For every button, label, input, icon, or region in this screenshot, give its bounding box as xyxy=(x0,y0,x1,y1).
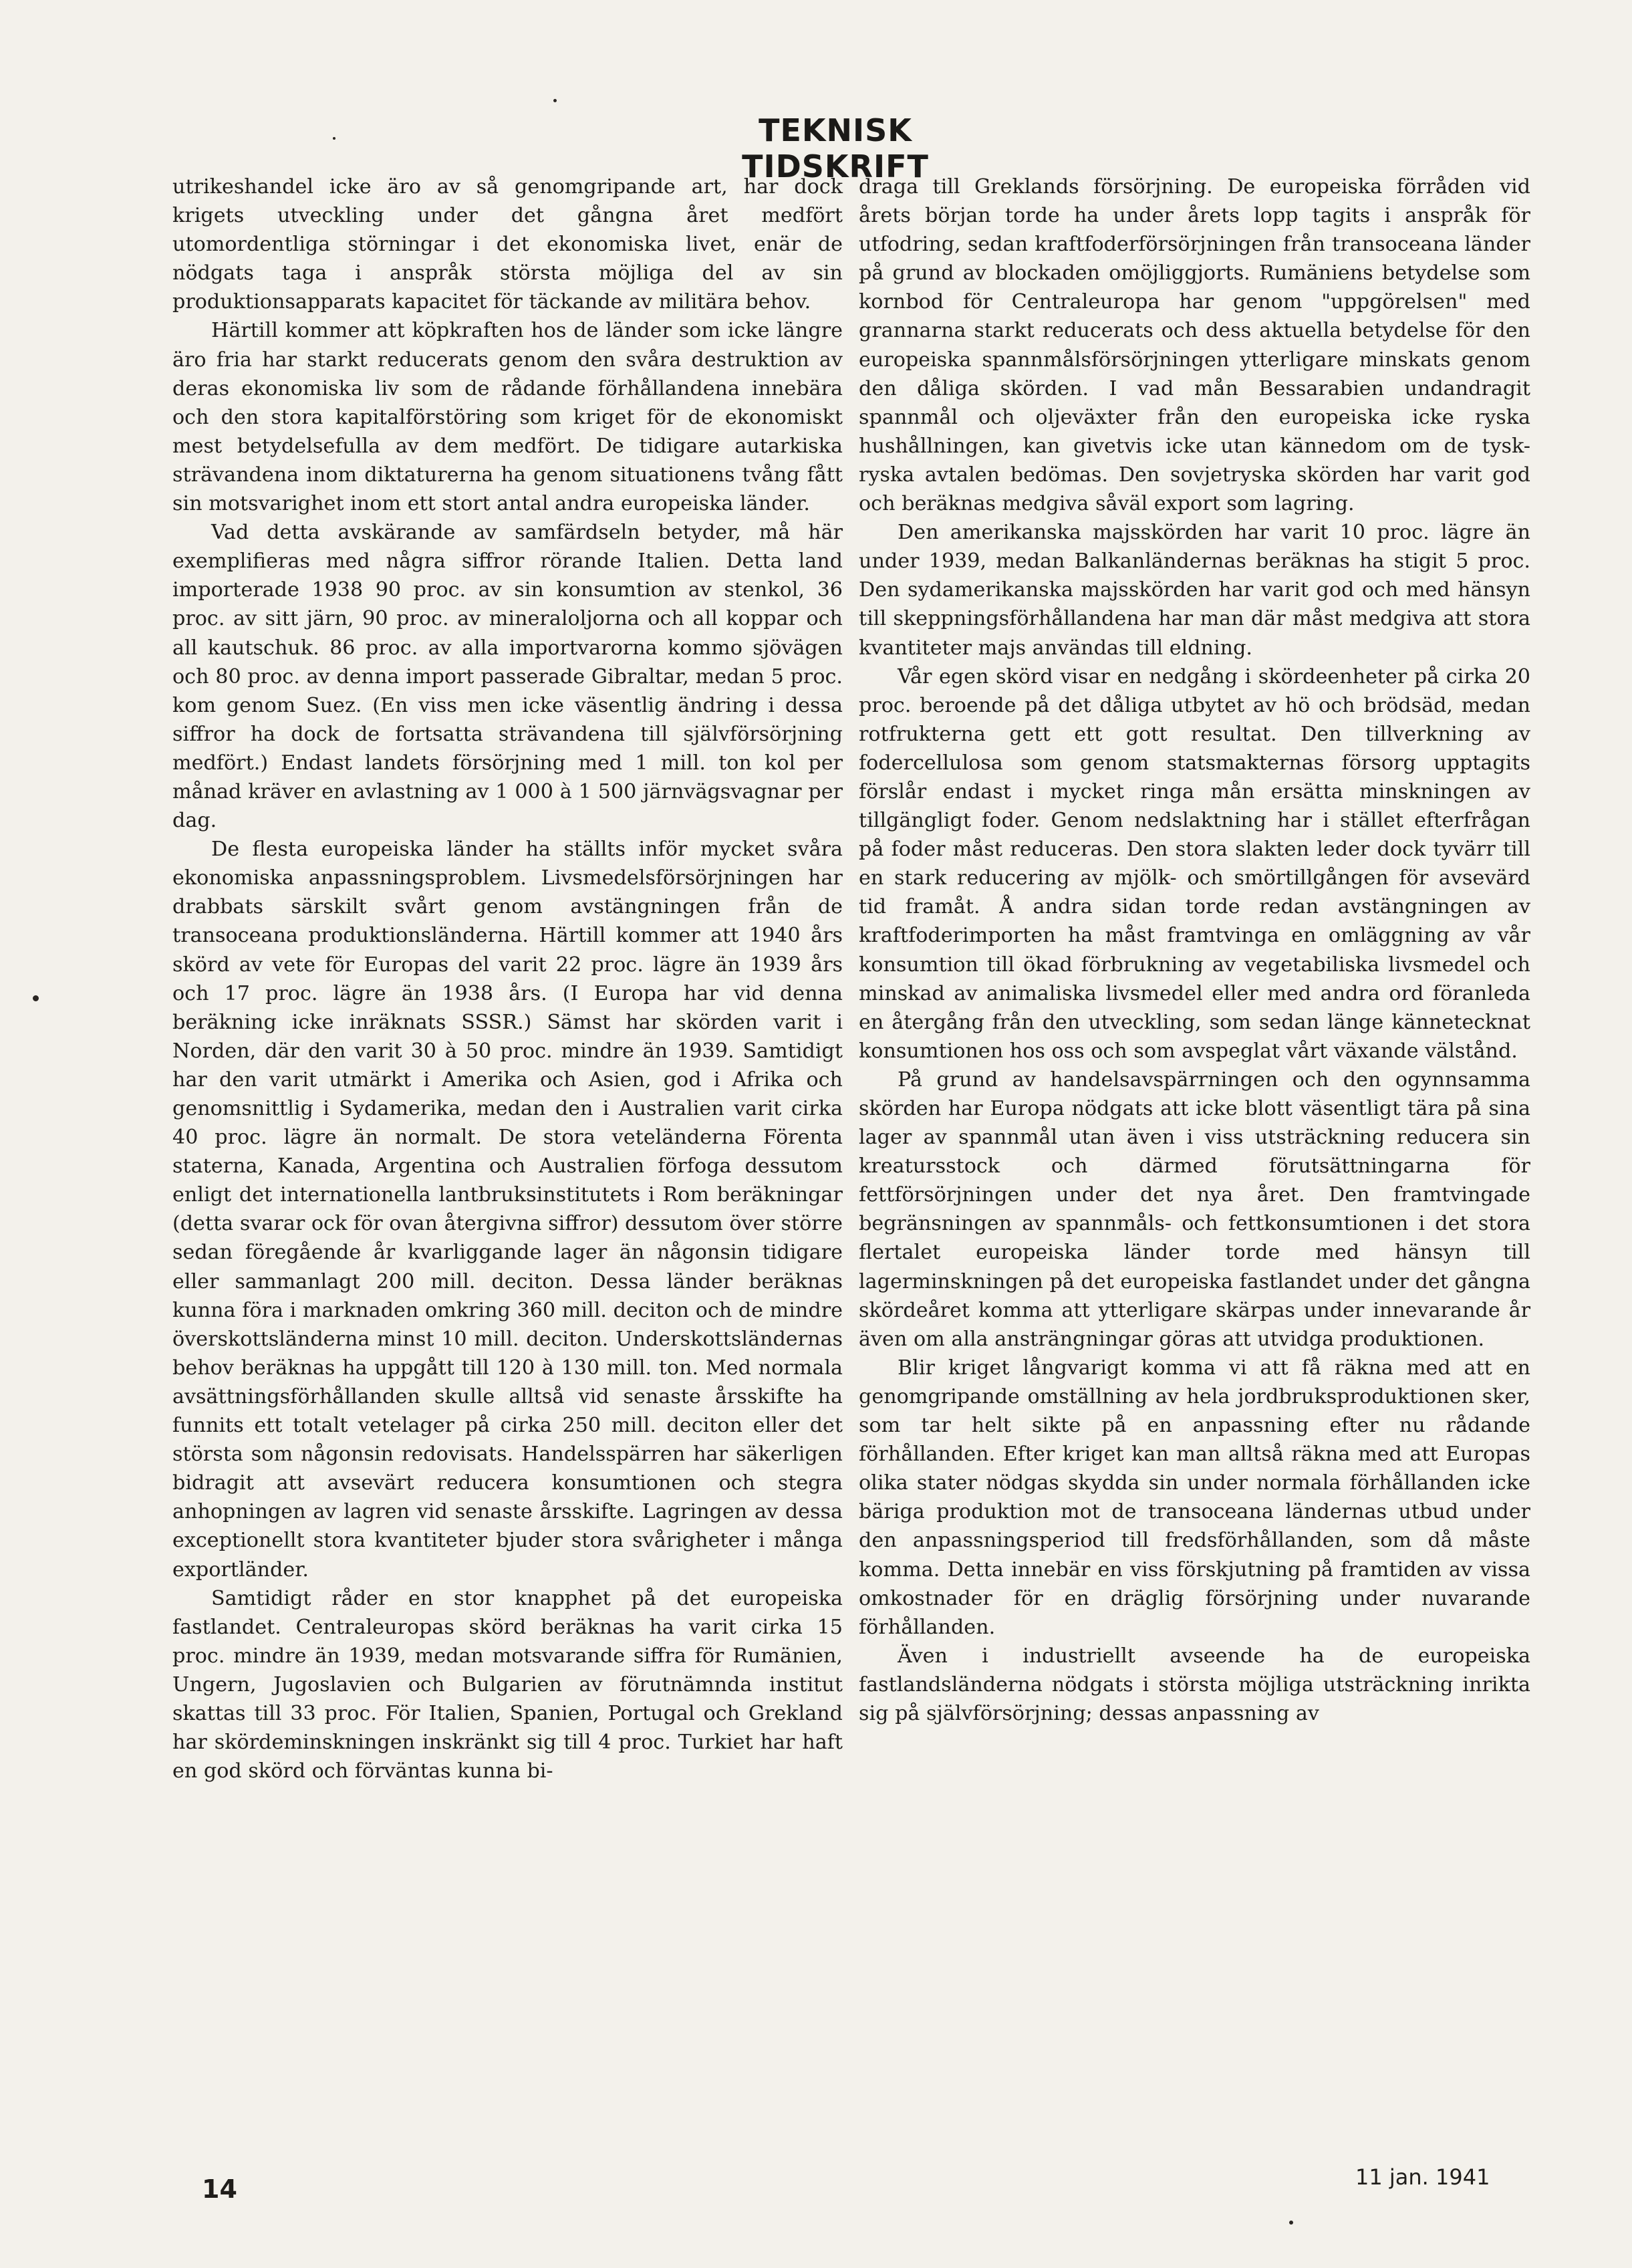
paragraph: Samtidigt råder en stor knapphet på det europeiska fastlandet. Centraleuropas skörd beräknas ha varit cirka 15 proc. mindre än 1939, medan motsvarande siffra för Rumänien, Ungern, Jugoslavien och Bulgarien av förutnämnda institut skattas till 33 proc. För Italien, Spanien, Portugal och Grekland har skördeminskningen inskränkt sig till 4 proc. Turkiet har haft en god skörd och förväntas kunna bi- xyxy=(172,1586,843,1783)
print-speck xyxy=(333,137,335,140)
paragraph: Vad detta avskärande av samfärdseln betyder, må här exemplifieras med några siffror rörande Italien. Detta land importerade 1938 90 proc. av sin konsumtion av stenkol, 36 proc. av sitt järn, 90 proc. av mineraloljorna och all koppar och all kautschuk. 86 proc. av alla importvarorna kommo sjövägen och 80 proc. av denna import passerade Gibraltar, medan 5 proc. kom genom Suez. (En viss men icke väsentlig ändring i dessa siffror ha dock de fortsatta strävandena till självförsörjning medfört.) Endast landets försörjning med 1 mill. ton kol per månad kräver en avlastning av 1 000 à 1 500 järnvägsvagnar per dag. xyxy=(172,521,843,833)
paragraph: utrikeshandel icke äro av så genomgripande art, har dock krigets utveckling under det gångna året medfört utomordentliga störningar i det ekonomiska livet, enär de nödgats taga i anspråk största möjliga del av sin produktionsapparats kapacitet för täckande av militära behov. xyxy=(172,175,843,314)
print-speck xyxy=(553,99,557,102)
print-speck xyxy=(33,995,39,1001)
paragraph: De flesta europeiska länder ha ställts inför mycket svåra ekonomiska anpassningsproblem. Livsmedelsförsörjningen har drabbats särskilt svårt genom avstängningen från de transoceana produktionsländerna. Härtill kommer att 1940 års skörd av vete för Europas del varit 22 proc. lägre än 1939 års och 17 proc. lägre än 1938 års. (I Europa har vid denna beräkning icke inräknats SSSR.) Sämst har skörden varit i Norden, där den varit 30 à 50 proc. mindre än 1939. Samtidigt har den varit utmärkt i Amerika och Asien, god i Afrika och genomsnittlig i Sydamerika, medan den i Australien varit cirka 40 proc. lägre än normalt. De stora veteländerna Förenta staterna, Kanada, Argentina och Australien förfoga dessutom enligt det internationella lantbruksinstitutets i Rom beräkningar (detta svarar ock för ovan återgivna siffror) dessutom över större sedan föregående år kvarliggande lager än någonsin tidigare eller sammanlagt 200 mill. deciton. Dessa länder beräknas kunna föra i marknaden omkring 360 mill. deciton och de mindre överskottsländerna minst 10 mill. deciton. Underskottsländernas behov beräknas ha uppgått till 120 à 130 mill. ton. Med normala avsättningsförhållanden skulle alltså vid senaste årsskifte ha funnits ett totalt vetelager på cirka 250 mill. deciton eller det största som någonsin redovisats. Handelsspärren har säkerligen bidragit att avsevärt reducera konsumtionen och stegra anhopningen av lagren vid senaste årsskifte. Lagringen av dessa exceptionellt stora kvantiteter bjuder stora svårigheter i många exportländer. xyxy=(172,838,843,1582)
right-column xyxy=(859,172,1530,1728)
page-number: 14 xyxy=(202,2174,237,2204)
paragraph: Vår egen skörd visar en nedgång i skördeenheter på cirka 20 proc. beroende på det dåliga utbytet av hö och brödsäd, medan rotfrukterna gett ett gott resultat. Den tillverkning av fodercellulosa som genom statsmakternas försorg upptagits förslår endast i mycket ringa mån ersätta minskningen av tillgängligt foder. Genom nedslaktning har i stället efterfrågan på foder måst reduceras. Den stora slakten leder dock tyvärr till en stark reducering av mjölk- och smörtillgången för avsevärd tid framåt. Å andra sidan torde redan avstängningen av kraftfoderimporten ha måst framtvinga en omläggning av vår konsumtion till ökad förbrukning av vegetabiliska livsmedel och minskad av animaliska livsmedel eller med andra ord föranleda en återgång från den utveckling, som sedan länge kännetecknat konsumtionen hos oss och som avspeglat vårt växande välstånd. xyxy=(859,664,1530,1063)
issue-date: 11 jan. 1941 xyxy=(1355,2164,1490,2190)
paragraph: Den amerikanska majsskörden har varit 10 proc. lägre än under 1939, medan Balkanländernas beräknas ha stigit 5 proc. Den sydamerikanska majsskörden har varit god och med hänsyn till skeppningsförhållandena har man där måst medgiva att stora kvantiteter majs användas till eldning. xyxy=(859,521,1530,660)
paragraph: Även i industriellt avseende ha de europeiska fastlandsländerna nödgats i största möjliga utsträckning inrikta sig på självförsörjning; dessas anpassning av xyxy=(859,1644,1530,1725)
paragraph: draga till Greklands försörjning. De europeiska förråden vid årets början torde ha under årets lopp tagits i anspråk för utfodring, sedan kraftfoderförsörjningen från transoceana länder på grund av blockaden omöjliggjorts. Rumäniens betydelse som kornbod för Centraleuropa har genom "uppgörelsen" med grannarna starkt reducerats och dess aktuella betydelse för den europeiska spannmålsförsörjningen ytterligare minskats genom den dåliga skörden. I vad mån Bessarabien undandragit spannmål och oljeväxter från den europeiska icke ryska hushållningen, kan givetvis icke utan kännedom om de tysk-ryska avtalen bedömas. Den sovjetryska skörden har varit god och beräknas medgiva såväl export som lagring. xyxy=(859,175,1530,516)
left-column xyxy=(172,172,843,1785)
paragraph: På grund av handelsavspärrningen och den ogynnsamma skörden har Europa nödgats att icke blott väsentligt tära på sina lager av spannmål utan även i viss utsträckning reducera sin kreatursstock och därmed förutsättningarna för fettförsörjningen under det nya året. Den framtvingade begränsningen av spannmåls- och fettkonsumtionen i det stora flertalet europeiska länder torde med hänsyn till lagerminskningen på det europeiska fastlandet under det gångna skördeåret komma att ytterligare skärpas under innevarande år även om alla ansträngningar göras att utvidga produktionen. xyxy=(859,1067,1530,1351)
paragraph: Blir kriget långvarigt komma vi att få räkna med att en genomgripande omställning av hela jordbruksproduktionen sker, som tar helt sikte på en anpassning efter nu rådande förhållanden. Efter kriget kan man alltså räkna med att Europas olika stater nödgas skydda sin under normala förhållanden icke bäriga produktion mot de transoceana ländernas utbud under den anpassningsperiod till fredsförhållanden, som då måste komma. Detta innebär en viss förskjutning på framtiden av vissa omkostnader för en dräglig försörjning under nuvarande förhållanden. xyxy=(859,1356,1530,1639)
print-speck xyxy=(1289,2221,1293,2225)
journal-title: TEKNISK TIDSKRIFT xyxy=(742,112,929,184)
paragraph: Härtill kommer att köpkraften hos de länder som icke längre äro fria har starkt reducerats genom den svåra destruktion av deras ekonomiska liv som de rådande förhållandena innebära och den stora kapitalförstöring som kriget för de ekonomiskt mest betydelsefulla av dem medfört. De tidigare autarkiska strävandena inom diktaturerna ha genom situationens tvång fått sin motsvarighet inom ett stort antal andra europeiska länder. xyxy=(172,319,843,516)
